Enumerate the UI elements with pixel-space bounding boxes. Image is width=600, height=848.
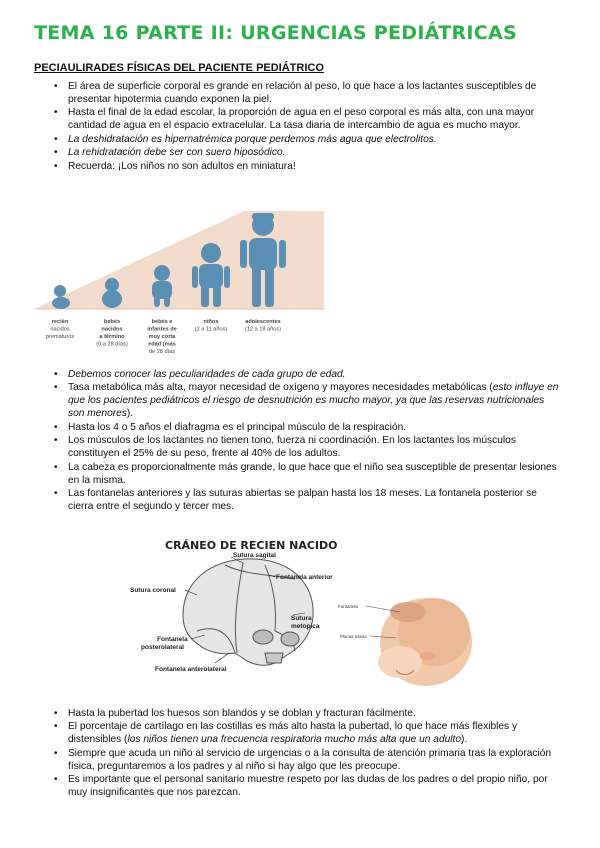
label-fontanela: Fontanela	[338, 604, 359, 609]
label-fontanela-posterolateral-2: posterolateral	[141, 644, 184, 651]
growth-label-line: (2 a 11 años)	[194, 326, 228, 333]
label-sutura-metopica-2: metopica	[291, 623, 320, 630]
list-item: • Hasta el final de la edad escolar, la proporción de agua en el peso corporal es más alta, con una mayor cantidad de agua en el espacio extracelular. La tasa diaria de intercambio de agua es mucho mayor.	[34, 106, 560, 132]
list-item-italic-text: los niños tienen una frecuencia respiratoria mucho más alta que un adulto	[127, 734, 462, 746]
growth-stages-figure	[34, 209, 324, 359]
list-item	[34, 720, 560, 746]
growth-label-line: edad (más	[148, 341, 176, 348]
list-item: • Es importante que el personal sanitario muestre respeto por las dudas de los padres o del propio niño, por muy insignificantes que nos parezcan.	[34, 773, 560, 799]
list-item: • La rehidratación debe ser con suero hiposódico.	[34, 146, 560, 159]
baby-head-illustration	[378, 598, 472, 686]
growth-label-line: prematuros	[45, 334, 75, 340]
growth-label-line: (12 a 18 años)	[244, 326, 282, 333]
label-sutura-sagital: Sutura sagital	[233, 552, 276, 559]
skull-figure-title: CRÁNEO DE RECIEN NACIDO	[165, 539, 338, 552]
bullet-list-physical-traits	[34, 80, 560, 173]
list-item: • La cabeza es proporcionalmente más grande, lo que hace que el niño sea susceptible de presentar lesiones en la misma.	[34, 461, 560, 487]
page-title: TEMA 16 PARTE II: URGENCIAS PEDIÁTRICAS	[34, 22, 518, 44]
list-item: • Debemos conocer las peculiaridades de cada grupo de edad.	[34, 368, 560, 381]
newborn-skull-figure	[125, 535, 345, 685]
list-item: • Siempre que acuda un niño al servicio de urgencias o a la consulta de atención primaria tras la exploración física, preguntaremos a los padres y al niño si hay algo que les preocupe.	[34, 747, 560, 773]
growth-label-line: bebés	[103, 319, 121, 325]
baby-head-figure	[338, 582, 478, 690]
list-item-text: El porcentaje de cartílago en las costillas es más alto hasta la pubertad, lo que hace más flexibles y distensibles (	[68, 721, 518, 746]
label-fontanela-posterolateral: Fontanela	[157, 636, 188, 643]
list-item: • La deshidratación es hipernatrémica porque perdemos más agua que electrolitos.	[34, 133, 560, 146]
label-placas-oseas: Placas óseas	[340, 634, 367, 639]
growth-label-line: infantes de	[147, 326, 177, 333]
growth-label-line: (0 a 28 días)	[96, 341, 128, 348]
list-item: • Los músculos de los lactantes no tienen tono, fuerza ni coordinación. En los lactantes los músculos constituyen el 25% de su peso, frente al 40% de los adultos.	[34, 434, 560, 460]
list-item-text: Tasa metabólica más alta, mayor necesidad de oxígeno y mayores necesidades metabólicas (	[68, 382, 493, 394]
growth-label-line: nacidos	[50, 326, 70, 333]
growth-label-line: muy corta	[148, 334, 176, 340]
list-item-italic-text: esto influye en que los pacientes pediátricos el riesgo de desnutrición es mucho mayor, ya que las reservas nutricionales son menores	[68, 382, 559, 420]
list-item	[34, 381, 560, 420]
growth-label-line: nacidos	[101, 326, 123, 333]
growth-label-line: bebés e	[151, 319, 173, 325]
growth-labels	[46, 319, 281, 355]
growth-label-line: de 28 días	[148, 349, 176, 355]
label-fontanela-anterolateral: Fontanela anterolateral	[155, 666, 227, 673]
label-fontanela-anterior: Fontanela anterior	[276, 574, 333, 581]
growth-label-line: adolescentes	[245, 319, 281, 325]
list-item: • Hasta la pubertad los huesos son blandos y se doblan y fracturan fácilmente.	[34, 707, 560, 720]
growth-label-line: niños	[203, 319, 219, 325]
list-item: • El área de superficie corporal es grande en relación al peso, lo que hace a los lactantes susceptibles de presentar hipotermia cuando exponen la piel.	[34, 80, 560, 106]
label-sutura-coronal: Sutura coronal	[130, 587, 176, 594]
list-item: • Recuerda: ¡Los niños no son adultos en miniatura!	[34, 160, 560, 173]
label-sutura-metopica: Sutura	[291, 615, 312, 622]
list-item-text: ).	[461, 734, 468, 746]
growth-label-line: a término	[99, 334, 125, 340]
list-item: • Las fontanelas anteriores y las suturas abiertas se palpan hasta los 18 meses. La fontanela posterior se cierra entre el segundo y tercer mes.	[34, 487, 560, 513]
growth-label-line: recién	[51, 319, 69, 325]
list-item-text: ).	[126, 408, 134, 420]
bullet-list-bones-and-care	[34, 707, 560, 800]
bullet-list-peculiarities	[34, 368, 560, 513]
list-item: • Hasta los 4 o 5 años el diafragma es el principal músculo de la respiración.	[34, 421, 560, 434]
section-heading: PECIAULIRADES FÍSICAS DEL PACIENTE PEDIÁTRICO	[34, 62, 324, 74]
